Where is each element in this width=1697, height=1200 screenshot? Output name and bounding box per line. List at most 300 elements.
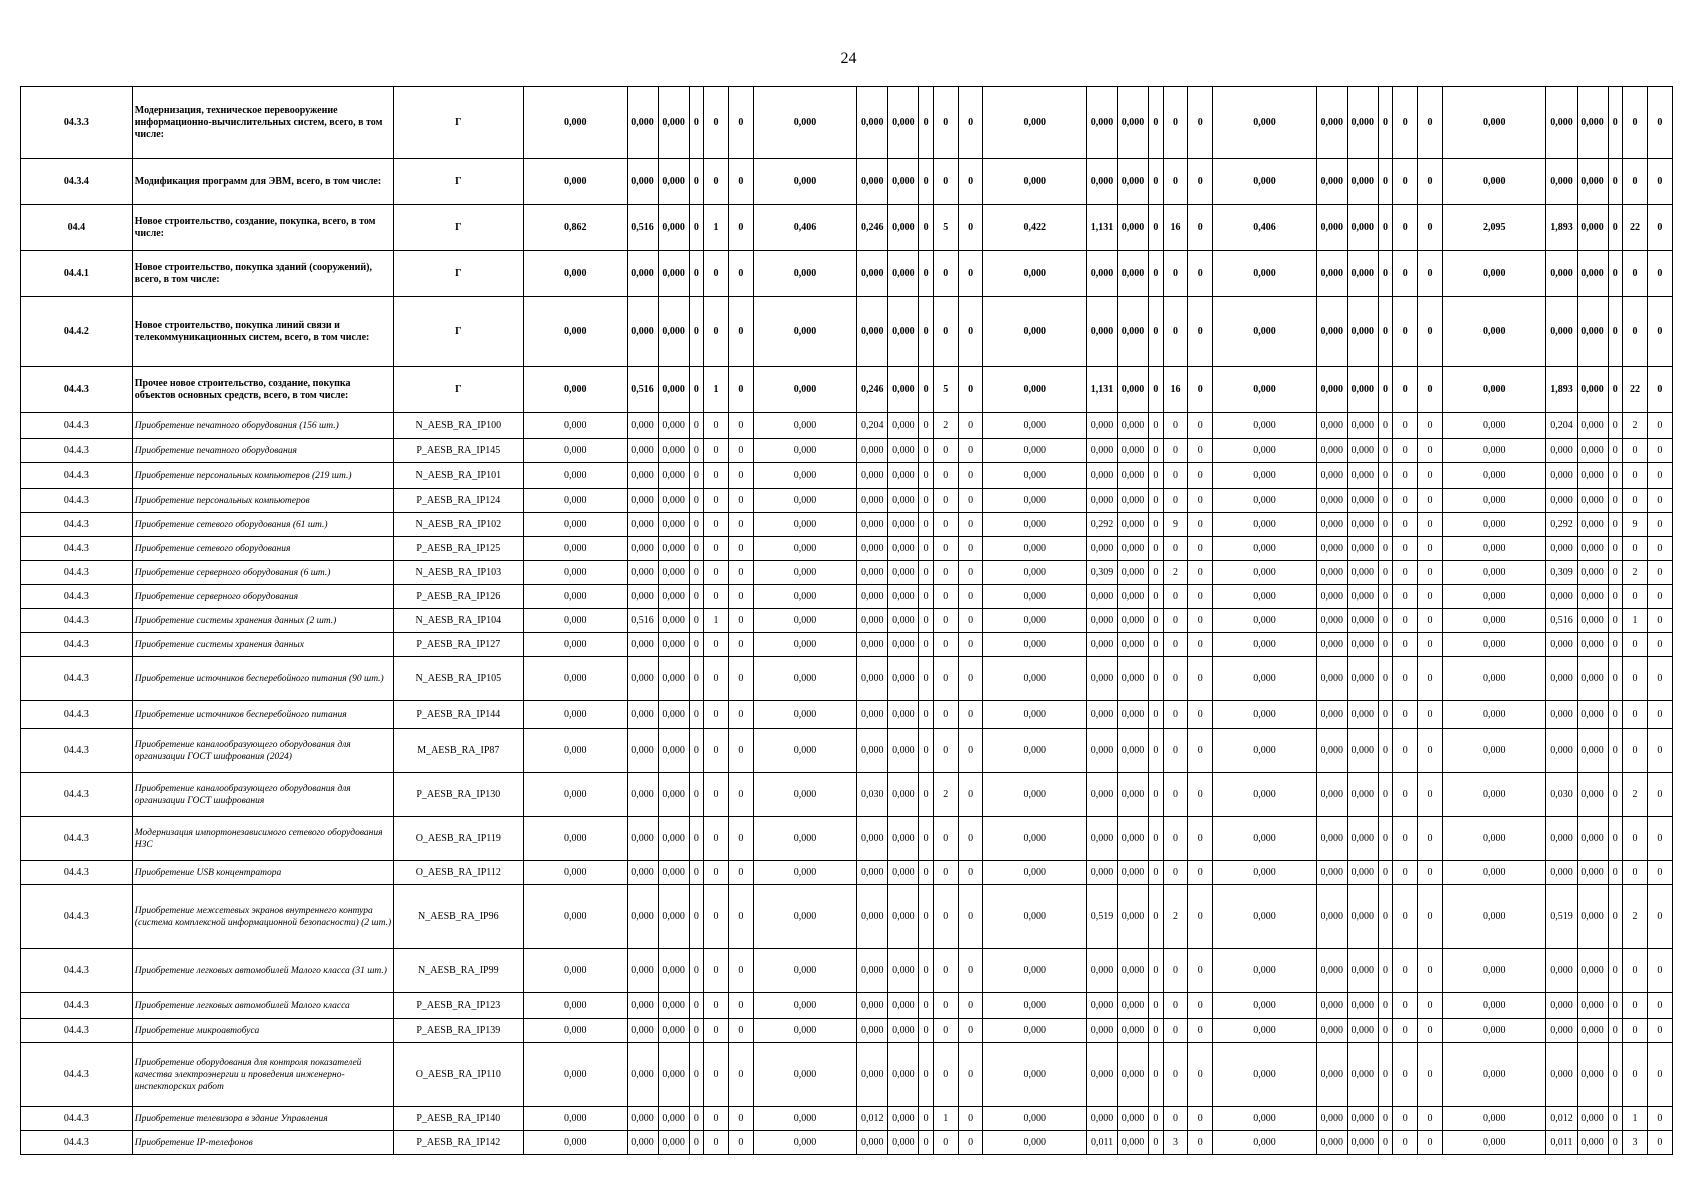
- value-cell: 0,000: [983, 949, 1087, 993]
- row-name-cell: Приобретение микроавтобуса: [132, 1019, 393, 1043]
- table-row: [21, 1019, 1673, 1043]
- value-cell: 0,000: [1347, 633, 1378, 657]
- value-cell: 0,000: [627, 949, 658, 993]
- value-cell: 2: [1623, 885, 1648, 949]
- row-name-cell: Приобретение серверного оборудования: [132, 585, 393, 609]
- table-row: [21, 367, 1673, 413]
- value-cell: 0,000: [1546, 87, 1577, 159]
- value-cell: 0: [958, 87, 983, 159]
- value-cell: 0: [1378, 585, 1392, 609]
- value-cell: 0: [728, 413, 753, 439]
- value-cell: 0: [958, 729, 983, 773]
- value-cell: 0,000: [857, 729, 888, 773]
- value-cell: 0,000: [888, 489, 919, 513]
- value-cell: 0,000: [1086, 1107, 1117, 1131]
- value-cell: 0: [1647, 701, 1672, 729]
- value-cell: 0,000: [1316, 561, 1347, 585]
- value-cell: 0,000: [1316, 585, 1347, 609]
- value-cell: 0,000: [1118, 439, 1149, 463]
- value-cell: 0: [1418, 1043, 1443, 1107]
- value-cell: 0: [689, 885, 703, 949]
- value-cell: 0,000: [1316, 297, 1347, 367]
- value-cell: 0,000: [1546, 489, 1577, 513]
- value-cell: 0,000: [983, 297, 1087, 367]
- value-cell: 0: [1149, 251, 1163, 297]
- value-cell: 0: [1623, 439, 1648, 463]
- value-cell: 0,000: [1086, 489, 1117, 513]
- table-row: [21, 439, 1673, 463]
- value-cell: 0: [728, 561, 753, 585]
- value-cell: 0,000: [1347, 885, 1378, 949]
- value-cell: 0: [1188, 489, 1213, 513]
- row-code-cell: P_AESB_RA_IP125: [393, 537, 523, 561]
- value-cell: 0: [1608, 159, 1622, 205]
- value-cell: 0: [919, 367, 933, 413]
- value-cell: 0,000: [1347, 729, 1378, 773]
- value-cell: 0: [1149, 413, 1163, 439]
- value-cell: 0: [958, 1043, 983, 1107]
- value-cell: 0: [689, 537, 703, 561]
- value-cell: 0: [1149, 513, 1163, 537]
- value-cell: 0: [919, 1131, 933, 1155]
- value-cell: 0: [1393, 773, 1418, 817]
- value-cell: 0: [1188, 251, 1213, 297]
- value-cell: 0,000: [627, 87, 658, 159]
- value-cell: 0: [1163, 297, 1188, 367]
- value-cell: 0: [1149, 817, 1163, 861]
- row-id-cell: 04.4.3: [21, 773, 133, 817]
- value-cell: 0: [1163, 773, 1188, 817]
- value-cell: 0: [728, 585, 753, 609]
- value-cell: 0: [1623, 633, 1648, 657]
- value-cell: 0: [933, 251, 958, 297]
- value-cell: 0,000: [1316, 87, 1347, 159]
- value-cell: 0,000: [983, 537, 1087, 561]
- value-cell: 0,000: [524, 701, 628, 729]
- value-cell: 1,131: [1086, 367, 1117, 413]
- value-cell: 0: [1188, 159, 1213, 205]
- value-cell: 0,000: [1086, 439, 1117, 463]
- value-cell: 0,000: [1316, 729, 1347, 773]
- row-code-cell: P_AESB_RA_IP144: [393, 701, 523, 729]
- value-cell: 0: [1393, 367, 1418, 413]
- value-cell: 0,000: [1316, 657, 1347, 701]
- value-cell: 0: [1163, 251, 1188, 297]
- value-cell: 0,422: [983, 205, 1087, 251]
- value-cell: 0,000: [658, 993, 689, 1019]
- value-cell: 0: [728, 205, 753, 251]
- value-cell: 0: [728, 773, 753, 817]
- value-cell: 0: [1188, 1019, 1213, 1043]
- value-cell: 0,000: [1546, 439, 1577, 463]
- row-id-cell: 04.4.3: [21, 1043, 133, 1107]
- value-cell: 0: [1647, 729, 1672, 773]
- row-name-cell: Приобретение системы хранения данных (2 шт.): [132, 609, 393, 633]
- value-cell: 0: [689, 439, 703, 463]
- value-cell: 0,000: [888, 949, 919, 993]
- value-cell: 0,000: [1118, 159, 1149, 205]
- value-cell: 0,000: [1442, 729, 1546, 773]
- row-name-cell: Приобретение печатного оборудования: [132, 439, 393, 463]
- value-cell: 0: [1418, 513, 1443, 537]
- value-cell: 0: [1608, 297, 1622, 367]
- value-cell: 0,000: [1086, 817, 1117, 861]
- value-cell: 0,000: [1316, 949, 1347, 993]
- value-cell: 0: [933, 1043, 958, 1107]
- value-cell: 0,000: [627, 657, 658, 701]
- value-cell: 0,000: [1086, 609, 1117, 633]
- value-cell: 2: [1163, 885, 1188, 949]
- value-cell: 0,000: [1118, 585, 1149, 609]
- value-cell: 0: [1393, 993, 1418, 1019]
- value-cell: 0: [1378, 87, 1392, 159]
- value-cell: 0: [1608, 513, 1622, 537]
- value-cell: 0: [728, 657, 753, 701]
- value-cell: 0: [1188, 439, 1213, 463]
- value-cell: 0,000: [1577, 885, 1608, 949]
- value-cell: 0: [1163, 585, 1188, 609]
- value-cell: 0,000: [524, 413, 628, 439]
- value-cell: 0: [919, 1107, 933, 1131]
- value-cell: 0,000: [658, 861, 689, 885]
- value-cell: 0,000: [1577, 1019, 1608, 1043]
- row-code-cell: N_AESB_RA_IP103: [393, 561, 523, 585]
- value-cell: 0,000: [1546, 1019, 1577, 1043]
- value-cell: 0: [1393, 585, 1418, 609]
- value-cell: 0,000: [1442, 1107, 1546, 1131]
- row-id-cell: 04.4.3: [21, 701, 133, 729]
- value-cell: 0: [1378, 1131, 1392, 1155]
- value-cell: 0: [1418, 1019, 1443, 1043]
- value-cell: 0,000: [1347, 463, 1378, 489]
- value-cell: 0,000: [1213, 1043, 1317, 1107]
- value-cell: 0: [1418, 159, 1443, 205]
- value-cell: 0,000: [983, 1131, 1087, 1155]
- value-cell: 0,000: [627, 513, 658, 537]
- value-cell: 2: [1163, 561, 1188, 585]
- value-cell: 0,000: [753, 1019, 857, 1043]
- value-cell: 0,000: [1577, 413, 1608, 439]
- value-cell: 0: [958, 885, 983, 949]
- value-cell: 0: [1608, 1019, 1622, 1043]
- row-id-cell: 04.4.3: [21, 585, 133, 609]
- value-cell: 0: [1149, 657, 1163, 701]
- value-cell: 0,000: [888, 561, 919, 585]
- value-cell: 0: [1608, 585, 1622, 609]
- value-cell: 0,000: [1316, 367, 1347, 413]
- value-cell: 0: [1188, 1043, 1213, 1107]
- value-cell: 0,000: [888, 1043, 919, 1107]
- value-cell: 0,000: [524, 633, 628, 657]
- value-cell: 0,000: [753, 861, 857, 885]
- value-cell: 0,000: [627, 1043, 658, 1107]
- value-cell: 0,516: [1546, 609, 1577, 633]
- value-cell: 0,000: [1442, 439, 1546, 463]
- value-cell: 0,000: [888, 817, 919, 861]
- value-cell: 0,000: [888, 367, 919, 413]
- value-cell: 0,000: [888, 585, 919, 609]
- value-cell: 0: [704, 297, 729, 367]
- value-cell: 0: [1647, 205, 1672, 251]
- value-cell: 0: [689, 773, 703, 817]
- value-cell: 0: [1378, 1107, 1392, 1131]
- value-cell: 0,000: [1086, 729, 1117, 773]
- value-cell: 0: [1623, 861, 1648, 885]
- value-cell: 0,000: [1316, 1107, 1347, 1131]
- value-cell: 0,000: [857, 561, 888, 585]
- value-cell: 0,000: [753, 585, 857, 609]
- value-cell: 0,000: [1442, 701, 1546, 729]
- value-cell: 0: [1623, 949, 1648, 993]
- row-name-cell: Приобретение персональных компьютеров (219 шт.): [132, 463, 393, 489]
- value-cell: 0: [1378, 773, 1392, 817]
- value-cell: 0,000: [1086, 1019, 1117, 1043]
- value-cell: 0: [1393, 251, 1418, 297]
- value-cell: 0: [728, 817, 753, 861]
- value-cell: 0,000: [1347, 439, 1378, 463]
- value-cell: 2,095: [1442, 205, 1546, 251]
- value-cell: 0,000: [1442, 251, 1546, 297]
- value-cell: 0: [1418, 817, 1443, 861]
- value-cell: 0,000: [1442, 87, 1546, 159]
- value-cell: 0,000: [1316, 463, 1347, 489]
- value-cell: 0,000: [1118, 1043, 1149, 1107]
- value-cell: 0: [1647, 633, 1672, 657]
- row-id-cell: 04.4.1: [21, 251, 133, 297]
- row-code-cell: P_AESB_RA_IP140: [393, 1107, 523, 1131]
- value-cell: 0,000: [1577, 1107, 1608, 1131]
- value-cell: 3: [1163, 1131, 1188, 1155]
- value-cell: 0,000: [1347, 861, 1378, 885]
- value-cell: 0: [1378, 861, 1392, 885]
- value-cell: 0: [1647, 297, 1672, 367]
- value-cell: 0,000: [658, 561, 689, 585]
- row-id-cell: 04.4.3: [21, 1131, 133, 1155]
- row-code-cell: P_AESB_RA_IP142: [393, 1131, 523, 1155]
- value-cell: 0,000: [1316, 537, 1347, 561]
- value-cell: 0: [1149, 1131, 1163, 1155]
- value-cell: 0: [1393, 633, 1418, 657]
- value-cell: 0: [728, 513, 753, 537]
- value-cell: 0,000: [1577, 87, 1608, 159]
- value-cell: 0: [1378, 993, 1392, 1019]
- row-name-cell: Приобретение сетевого оборудования: [132, 537, 393, 561]
- value-cell: 0: [1378, 413, 1392, 439]
- value-cell: 0: [958, 993, 983, 1019]
- value-cell: 0,000: [1577, 861, 1608, 885]
- value-cell: 0: [1647, 87, 1672, 159]
- value-cell: 0,000: [1086, 159, 1117, 205]
- value-cell: 0,030: [857, 773, 888, 817]
- value-cell: 0,000: [1442, 585, 1546, 609]
- value-cell: 0: [704, 885, 729, 949]
- value-cell: 0: [728, 701, 753, 729]
- value-cell: 0,000: [1347, 413, 1378, 439]
- value-cell: 0,000: [857, 1019, 888, 1043]
- value-cell: 0,000: [524, 561, 628, 585]
- value-cell: 0,000: [1118, 633, 1149, 657]
- value-cell: 0,000: [983, 1043, 1087, 1107]
- value-cell: 0: [704, 413, 729, 439]
- value-cell: 16: [1163, 205, 1188, 251]
- value-cell: 0: [919, 633, 933, 657]
- value-cell: 0,000: [857, 513, 888, 537]
- value-cell: 0: [704, 701, 729, 729]
- value-cell: 0: [1623, 489, 1648, 513]
- value-cell: 0: [1647, 537, 1672, 561]
- value-cell: 0: [933, 817, 958, 861]
- value-cell: 0,000: [1118, 773, 1149, 817]
- value-cell: 0: [1418, 489, 1443, 513]
- value-cell: 0,000: [1213, 949, 1317, 993]
- value-cell: 0: [1647, 1019, 1672, 1043]
- value-cell: 0,000: [1213, 561, 1317, 585]
- value-cell: 0,000: [627, 861, 658, 885]
- value-cell: 0: [704, 773, 729, 817]
- row-id-cell: 04.4.3: [21, 463, 133, 489]
- value-cell: 0,000: [1213, 251, 1317, 297]
- value-cell: 0: [704, 633, 729, 657]
- value-cell: 0,000: [1213, 993, 1317, 1019]
- value-cell: 0,000: [1546, 817, 1577, 861]
- value-cell: 0,000: [1347, 993, 1378, 1019]
- page-number: 24: [840, 50, 857, 67]
- value-cell: 0,000: [627, 817, 658, 861]
- value-cell: 0: [1188, 773, 1213, 817]
- value-cell: 0,000: [627, 1019, 658, 1043]
- value-cell: 0: [1393, 885, 1418, 949]
- value-cell: 0,000: [1347, 1019, 1378, 1043]
- value-cell: 0: [1608, 861, 1622, 885]
- value-cell: 0: [958, 1019, 983, 1043]
- value-cell: 0,000: [1213, 1107, 1317, 1131]
- value-cell: 0: [1608, 1107, 1622, 1131]
- row-code-cell: O_AESB_RA_IP110: [393, 1043, 523, 1107]
- value-cell: 0,000: [1546, 537, 1577, 561]
- value-cell: 0: [1188, 609, 1213, 633]
- value-cell: 0: [933, 729, 958, 773]
- value-cell: 0: [1393, 1107, 1418, 1131]
- value-cell: 0: [958, 205, 983, 251]
- value-cell: 0: [1163, 633, 1188, 657]
- value-cell: 0: [1393, 297, 1418, 367]
- value-cell: 0: [728, 609, 753, 633]
- value-cell: 16: [1163, 367, 1188, 413]
- row-code-cell: Г: [393, 251, 523, 297]
- value-cell: 0: [1149, 701, 1163, 729]
- table-row: [21, 633, 1673, 657]
- value-cell: 0,000: [1118, 205, 1149, 251]
- value-cell: 0,000: [1442, 489, 1546, 513]
- value-cell: 0: [1163, 537, 1188, 561]
- value-cell: 0,000: [1316, 861, 1347, 885]
- value-cell: 0,000: [1213, 159, 1317, 205]
- row-id-cell: 04.4.3: [21, 513, 133, 537]
- value-cell: 0: [1163, 729, 1188, 773]
- value-cell: 0: [728, 949, 753, 993]
- value-cell: 0,000: [1118, 463, 1149, 489]
- value-cell: 0,000: [1213, 513, 1317, 537]
- value-cell: 0,000: [1118, 609, 1149, 633]
- value-cell: 0: [1418, 729, 1443, 773]
- value-cell: 0,000: [1316, 159, 1347, 205]
- value-cell: 0,000: [1347, 701, 1378, 729]
- value-cell: 0,000: [983, 439, 1087, 463]
- value-cell: 0,000: [888, 657, 919, 701]
- row-code-cell: P_AESB_RA_IP123: [393, 993, 523, 1019]
- value-cell: 0: [1647, 561, 1672, 585]
- value-cell: 0,000: [1086, 861, 1117, 885]
- value-cell: 0,000: [1546, 463, 1577, 489]
- value-cell: 0,000: [1546, 585, 1577, 609]
- value-cell: 0: [1418, 205, 1443, 251]
- row-id-cell: 04.4.3: [21, 367, 133, 413]
- value-cell: 0: [1188, 817, 1213, 861]
- value-cell: 0: [1378, 297, 1392, 367]
- value-cell: 0: [1623, 701, 1648, 729]
- value-cell: 0,000: [753, 993, 857, 1019]
- value-cell: 0: [1378, 439, 1392, 463]
- value-cell: 0: [919, 993, 933, 1019]
- value-cell: 0,000: [1546, 251, 1577, 297]
- value-cell: 0,000: [1442, 297, 1546, 367]
- value-cell: 0,000: [983, 657, 1087, 701]
- value-cell: 0: [958, 159, 983, 205]
- value-cell: 0: [1378, 949, 1392, 993]
- value-cell: 0: [728, 861, 753, 885]
- value-cell: 0,000: [1118, 513, 1149, 537]
- value-cell: 0,000: [627, 773, 658, 817]
- value-cell: 0: [728, 1019, 753, 1043]
- value-cell: 0,000: [857, 439, 888, 463]
- value-cell: 0,000: [1118, 251, 1149, 297]
- value-cell: 0: [919, 861, 933, 885]
- value-cell: 0: [933, 1131, 958, 1155]
- value-cell: 0,000: [627, 729, 658, 773]
- row-name-cell: Приобретение IP-телефонов: [132, 1131, 393, 1155]
- value-cell: 0: [933, 993, 958, 1019]
- value-cell: 0: [933, 463, 958, 489]
- value-cell: 0,000: [1086, 463, 1117, 489]
- value-cell: 0: [689, 489, 703, 513]
- value-cell: 0,000: [524, 773, 628, 817]
- value-cell: 0,000: [1316, 513, 1347, 537]
- value-cell: 0,000: [627, 701, 658, 729]
- value-cell: 0,000: [658, 949, 689, 993]
- value-cell: 0,000: [1213, 367, 1317, 413]
- value-cell: 0,292: [1086, 513, 1117, 537]
- value-cell: 0,000: [1118, 1019, 1149, 1043]
- value-cell: 0,000: [658, 773, 689, 817]
- value-cell: 0,000: [627, 489, 658, 513]
- value-cell: 0: [1608, 205, 1622, 251]
- value-cell: 0,000: [1347, 1043, 1378, 1107]
- row-name-cell: Приобретение печатного оборудования (156 шт.): [132, 413, 393, 439]
- row-code-cell: N_AESB_RA_IP104: [393, 609, 523, 633]
- value-cell: 0,309: [1546, 561, 1577, 585]
- value-cell: 0,000: [1316, 205, 1347, 251]
- value-cell: 0,000: [524, 367, 628, 413]
- value-cell: 0,000: [1118, 729, 1149, 773]
- value-cell: 0,000: [627, 297, 658, 367]
- value-cell: 0: [1378, 1019, 1392, 1043]
- value-cell: 0,000: [1577, 949, 1608, 993]
- table-row: [21, 861, 1673, 885]
- value-cell: 0,000: [857, 609, 888, 633]
- value-cell: 0: [1149, 1107, 1163, 1131]
- value-cell: 1,893: [1546, 205, 1577, 251]
- value-cell: 0,406: [1213, 205, 1317, 251]
